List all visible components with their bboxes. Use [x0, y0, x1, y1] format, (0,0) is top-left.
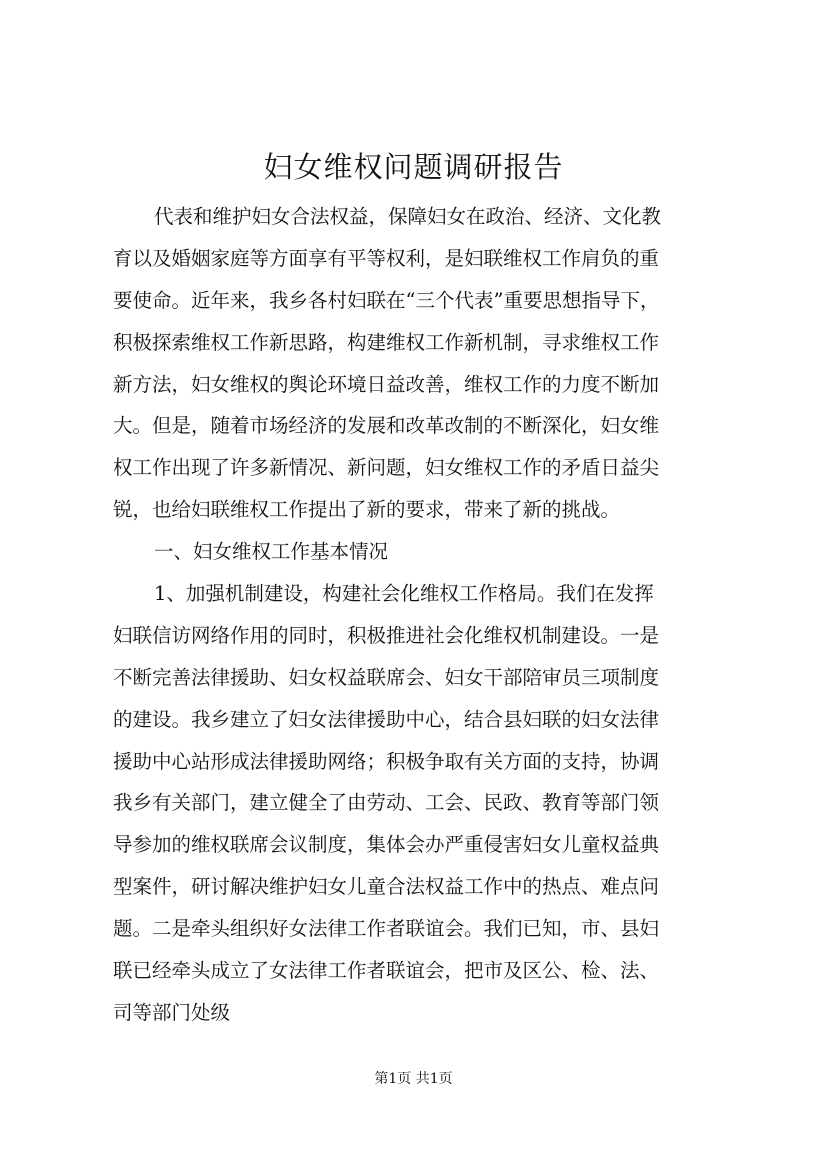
- page-number-footer: 第1页 共1页: [374, 1071, 453, 1087]
- paragraph-line: 我乡有关部门，建立健全了由劳动、工会、民政、教育等部门领: [113, 791, 660, 815]
- paragraph-line: 要使命。近年来，我乡各村妇联在“三个代表”重要思想指导下，: [113, 288, 660, 312]
- paragraph-line: 妇联信访网络作用的同时，积极推进社会化维权机制建设。一是: [113, 623, 660, 647]
- paragraph-line: 型案件，研讨解决维护妇女儿童合法权益工作中的热点、难点问: [113, 875, 660, 899]
- paragraph-line: 代表和维护妇女合法权益，保障妇女在政治、经济、文化教: [154, 205, 662, 228]
- paragraph-line: 1、加强机制建设，构建社会化维权工作格局。我们在发挥: [154, 582, 654, 606]
- paragraph-line: 锐，也给妇联维权工作提出了新的要求，带来了新的挑战。: [113, 498, 621, 522]
- paragraph-line: 题。二是牵头组织好女法律工作者联谊会。我们已知，市、县妇: [113, 917, 660, 941]
- paragraph-line: 导参加的维权联席会议制度，集体会办严重侵害妇女儿童权益典: [113, 833, 660, 857]
- paragraph-line: 大。但是，随着市场经济的发展和改革改制的不断深化，妇女维: [113, 414, 660, 438]
- document-body: [113, 196, 733, 1034]
- paragraph-line: 新方法，妇女维权的舆论环境日益改善，维权工作的力度不断加: [113, 372, 660, 396]
- paragraph-line: 育以及婚姻家庭等方面享有平等权利，是妇联维权工作肩负的重: [113, 246, 660, 270]
- paragraph-line: 的建设。我乡建立了妇女法律援助中心，结合县妇联的妇女法律: [113, 707, 660, 731]
- document-title: 妇女维权问题调研报告: [263, 150, 564, 184]
- paragraph-line: 联已经牵头成立了女法律工作者联谊会，把市及区公、检、法、: [113, 959, 660, 983]
- section-heading: 一、妇女维权工作基本情况: [154, 540, 389, 564]
- paragraph-line: 积极探索维权工作新思路，构建维权工作新机制，寻求维权工作: [113, 330, 660, 354]
- paragraph-line: 司等部门处级: [113, 1000, 231, 1024]
- paragraph-line: 不断完善法律援助、妇女权益联席会、妇女干部陪审员三项制度: [113, 665, 660, 689]
- paragraph-line: 援助中心站形成法律援助网络；积极争取有关方面的支持，协调: [113, 749, 660, 773]
- paragraph-line: 权工作出现了许多新情况、新问题，妇女维权工作的矛盾日益尖: [113, 456, 660, 480]
